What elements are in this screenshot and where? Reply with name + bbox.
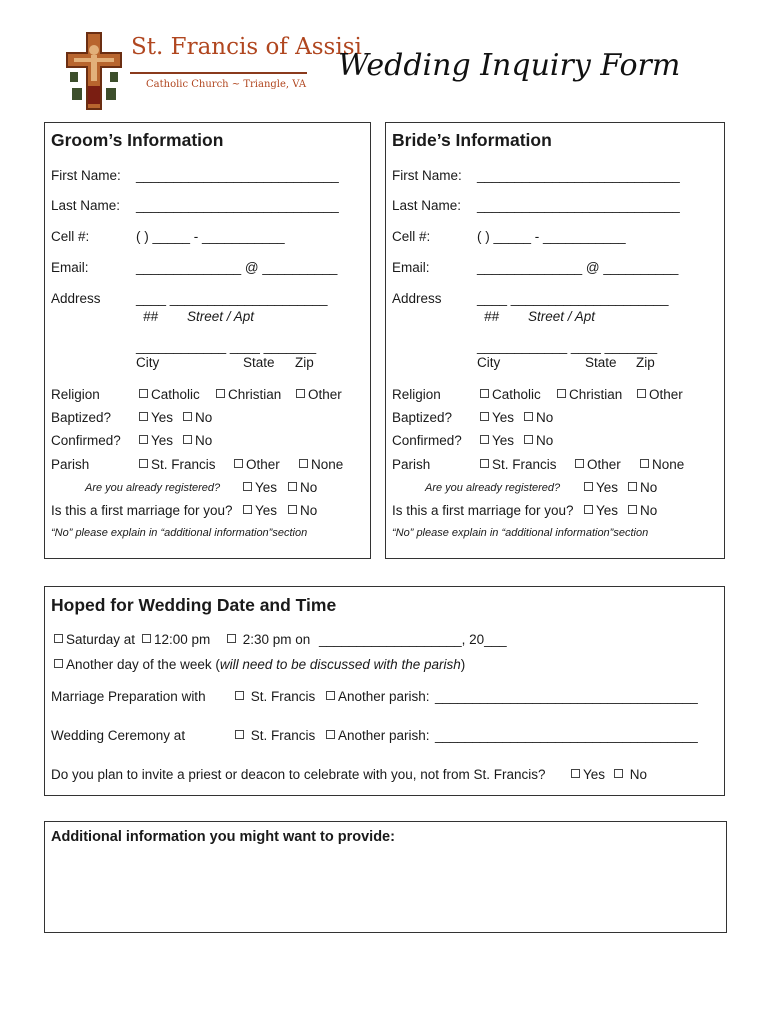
bride-parish-label: Parish [392,457,431,472]
priest-yes[interactable]: Yes [571,767,605,782]
time-230-option[interactable]: 2:30 pm on [227,632,310,647]
groom-baptized-yes[interactable]: Yes [139,410,173,425]
bride-state-caption: State [585,355,617,370]
checkbox[interactable] [243,482,252,491]
groom-heading: Groom’s Information [51,130,224,150]
checkbox[interactable] [557,389,566,398]
ceremony-stfrancis-option[interactable]: St. Francis [235,728,315,743]
crucifix-icon [66,32,122,110]
saturday-option[interactable]: Saturday at [54,632,135,647]
additional-heading: Additional information you might want to provide: [51,829,395,845]
bride-address-label: Address [392,291,442,306]
checkbox[interactable] [296,389,305,398]
checkbox[interactable] [628,505,637,514]
groom-confirmed-no[interactable]: No [183,433,212,448]
checkbox[interactable] [480,435,489,444]
logo-divider [130,72,307,74]
groom-religion-label: Religion [51,387,100,402]
bride-address-line1[interactable]: ____ _____________________ [477,291,669,306]
prep-stfrancis-option[interactable]: St. Francis [235,689,315,704]
bride-first-name-field[interactable]: ___________________________ [477,168,680,183]
groom-first-marriage-yes[interactable]: Yes [243,503,277,518]
groom-cell-label: Cell #: [51,229,90,244]
groom-address-label: Address [51,291,101,306]
prep-another-parish-option[interactable]: Another parish: [326,689,430,704]
checkbox[interactable] [637,389,646,398]
checkbox[interactable] [54,634,63,643]
bride-baptized-label: Baptized? [392,410,453,425]
checkbox[interactable] [139,389,148,398]
groom-city-caption: City [136,355,160,370]
groom-registered-yes[interactable]: Yes [243,480,277,495]
checkbox[interactable] [480,412,489,421]
another-day-option[interactable]: Another day of the week (will need to be discussed with the parish) [54,657,465,672]
groom-first-name-field[interactable]: ___________________________ [136,168,339,183]
groom-last-name-label: Last Name: [51,198,121,213]
checkbox[interactable] [235,691,244,700]
bride-city-caption: City [477,355,501,370]
bride-registered-question: Are you already registered? [425,482,561,494]
bride-parish-other[interactable]: Other [575,457,621,472]
bride-last-name-label: Last Name: [392,198,462,213]
form-title: Wedding Inquiry Form [338,48,681,83]
bride-baptized-yes[interactable]: Yes [480,410,514,425]
checkbox[interactable] [234,459,243,468]
groom-baptized-label: Baptized? [51,410,112,425]
wedding-date-field[interactable]: ___________________, 20___ [319,632,507,647]
groom-parish-other[interactable]: Other [234,457,280,472]
ceremony-parish-field[interactable]: ___________________________________ [435,728,698,743]
groom-parish-stfrancis[interactable]: St. Francis [139,457,216,472]
checkbox[interactable] [183,435,192,444]
groom-first-marriage-no[interactable]: No [288,503,317,518]
checkbox[interactable] [584,505,593,514]
checkbox[interactable] [227,634,236,643]
church-name: St. Francis of Assisi [131,34,362,60]
checkbox[interactable] [299,459,308,468]
bride-last-name-field[interactable]: ___________________________ [477,198,680,213]
checkbox[interactable] [524,412,533,421]
checkbox[interactable] [584,482,593,491]
bride-street-caption: Street / Apt [528,309,596,324]
bride-first-marriage-no[interactable]: No [628,503,657,518]
groom-religion-catholic[interactable]: Catholic [139,387,200,402]
groom-note: “No” please explain in “additional information”section [51,527,308,539]
checkbox[interactable] [571,769,580,778]
groom-zip-caption: Zip [295,355,314,370]
checkbox[interactable] [480,389,489,398]
bride-first-name-label: First Name: [392,168,462,183]
groom-cell-field[interactable]: ( ) _____ - ___________ [136,229,285,244]
bride-baptized-no[interactable]: No [524,410,553,425]
checkbox[interactable] [139,435,148,444]
checkbox[interactable] [139,412,148,421]
checkbox[interactable] [524,435,533,444]
checkbox[interactable] [326,691,335,700]
groom-religion-other[interactable]: Other [296,387,342,402]
church-subtitle: Catholic Church ~ Triangle, VA [146,79,307,90]
groom-baptized-no[interactable]: No [183,410,212,425]
checkbox[interactable] [288,505,297,514]
bride-confirmed-yes[interactable]: Yes [480,433,514,448]
groom-parish-none[interactable]: None [299,457,343,472]
bride-email-field[interactable]: ______________ @ __________ [477,260,679,275]
bride-cell-field[interactable]: ( ) _____ - ___________ [477,229,626,244]
groom-registered-no[interactable]: No [288,480,317,495]
groom-first-name-label: First Name: [51,168,121,183]
bride-religion-catholic[interactable]: Catholic [480,387,541,402]
priest-no[interactable]: No [614,767,647,782]
prep-parish-field[interactable]: ___________________________________ [435,689,698,704]
checkbox[interactable] [628,482,637,491]
checkbox[interactable] [243,505,252,514]
bride-registered-no[interactable]: No [628,480,657,495]
groom-religion-christian[interactable]: Christian [216,387,281,402]
checkbox[interactable] [54,659,63,668]
checkbox[interactable] [288,482,297,491]
bride-first-marriage-question: Is this a first marriage for you? [392,503,574,518]
groom-email-label: Email: [51,260,89,275]
wedding-heading: Hoped for Wedding Date and Time [51,595,337,615]
groom-address-line1[interactable]: ____ _____________________ [136,291,328,306]
bride-num-caption: ## [484,309,500,324]
checkbox[interactable] [640,459,649,468]
groom-confirmed-yes[interactable]: Yes [139,433,173,448]
checkbox[interactable] [142,634,151,643]
groom-num-caption: ## [143,309,159,324]
bride-registered-yes[interactable]: Yes [584,480,618,495]
ceremony-label: Wedding Ceremony at [51,728,186,743]
bride-zip-caption: Zip [636,355,655,370]
bride-first-marriage-yes[interactable]: Yes [584,503,618,518]
groom-confirmed-label: Confirmed? [51,433,121,448]
bride-note: “No” please explain in “additional information”section [392,527,649,539]
groom-email-field[interactable]: ______________ @ __________ [136,260,338,275]
groom-parish-label: Parish [51,457,90,472]
bride-confirmed-label: Confirmed? [392,433,462,448]
bride-heading: Bride’s Information [392,130,552,150]
prep-label: Marriage Preparation with [51,689,206,704]
bride-religion-other[interactable]: Other [637,387,683,402]
bride-religion-christian[interactable]: Christian [557,387,622,402]
checkbox[interactable] [480,459,489,468]
groom-street-caption: Street / Apt [187,309,255,324]
checkbox[interactable] [326,730,335,739]
checkbox[interactable] [575,459,584,468]
checkbox[interactable] [614,769,623,778]
groom-state-caption: State [243,355,275,370]
bride-confirmed-no[interactable]: No [524,433,553,448]
bride-parish-none[interactable]: None [640,457,684,472]
groom-first-marriage-question: Is this a first marriage for you? [51,503,233,518]
groom-last-name-field[interactable]: ___________________________ [136,198,339,213]
priest-question: Do you plan to invite a priest or deacon to celebrate with you, not from St. Francis? [51,767,546,782]
bride-cell-label: Cell #: [392,229,431,244]
bride-parish-stfrancis[interactable]: St. Francis [480,457,557,472]
groom-address-line2[interactable]: ____________ ____ _______ [136,339,317,354]
bride-address-line2[interactable]: ____________ ____ _______ [477,339,658,354]
groom-registered-question: Are you already registered? [85,482,221,494]
checkbox[interactable] [235,730,244,739]
checkbox[interactable] [216,389,225,398]
checkbox[interactable] [183,412,192,421]
time-1200-option[interactable]: 12:00 pm [142,632,210,647]
bride-email-label: Email: [392,260,430,275]
checkbox[interactable] [139,459,148,468]
ceremony-another-parish-option[interactable]: Another parish: [326,728,430,743]
bride-religion-label: Religion [392,387,441,402]
